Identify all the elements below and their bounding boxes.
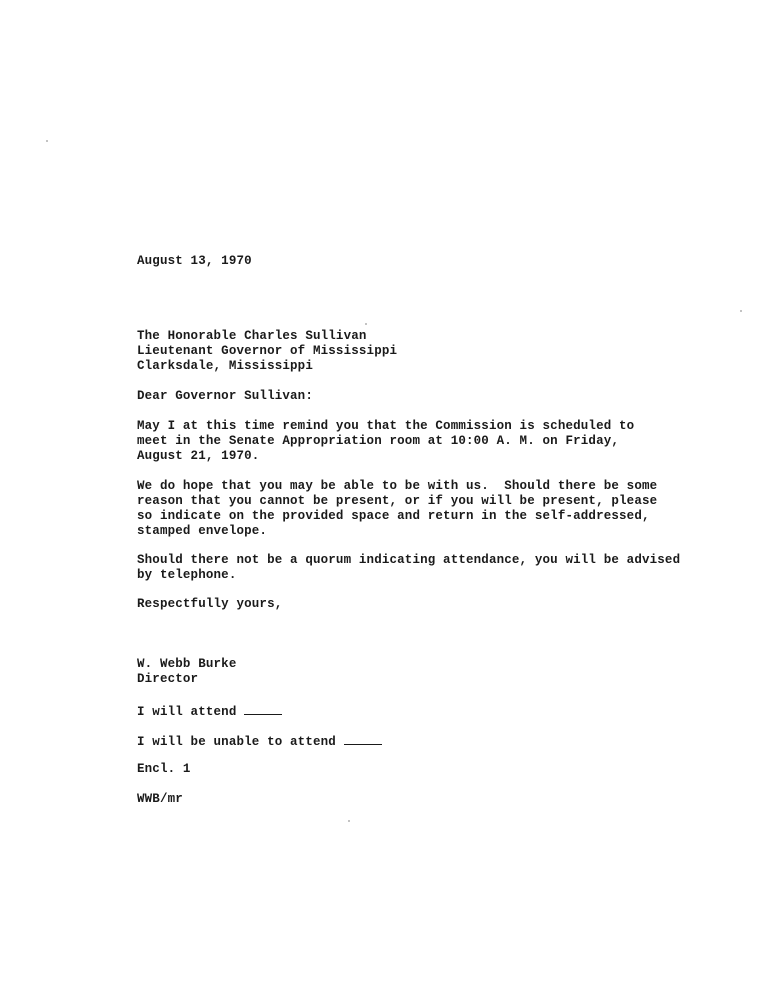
enclosure-note: Encl. 1 — [137, 762, 191, 776]
letter-date: August 13, 1970 — [137, 254, 252, 268]
paragraph-2-line-4: stamped envelope. — [137, 524, 268, 538]
paragraph-1-line-1: May I at this time remind you that the Commission is scheduled to — [137, 419, 635, 433]
attend-blank-line — [244, 702, 282, 715]
unable-option-label: I will be unable to attend — [137, 735, 336, 749]
recipient-name: The Honorable Charles Sullivan — [137, 329, 367, 343]
paragraph-3-line-1: Should there not be a quorum indicating attendance, you will be advised — [137, 553, 681, 567]
page-corner-mark: - - - - — [696, 0, 757, 6]
scan-speck — [365, 323, 367, 325]
paragraph-2-line-2: reason that you cannot be present, or if you will be present, please — [137, 494, 658, 508]
attend-option-label: I will attend — [137, 705, 237, 719]
paragraph-1-line-2: meet in the Senate Appropriation room at 10:00 A. M. on Friday, — [137, 434, 620, 448]
attend-option — [137, 702, 282, 720]
scan-speck — [348, 820, 350, 822]
signer-title: Director — [137, 672, 199, 686]
reference-initials: WWB/mr — [137, 792, 183, 806]
closing: Respectfully yours, — [137, 597, 283, 611]
recipient-location: Clarksdale, Mississippi — [137, 359, 313, 373]
signer-name: W. Webb Burke — [137, 657, 237, 671]
scan-speck — [740, 310, 742, 312]
unable-blank-line — [344, 732, 382, 745]
scan-speck — [46, 140, 48, 142]
paragraph-1-line-3: August 21, 1970. — [137, 449, 260, 463]
salutation: Dear Governor Sullivan: — [137, 389, 313, 403]
paragraph-2-line-3: so indicate on the provided space and return in the self-addressed, — [137, 509, 650, 523]
paragraph-3-line-2: by telephone. — [137, 568, 237, 582]
unable-option — [137, 732, 382, 750]
paragraph-2-line-1: We do hope that you may be able to be with us. Should there be some — [137, 479, 658, 493]
recipient-title: Lieutenant Governor of Mississippi — [137, 344, 398, 358]
